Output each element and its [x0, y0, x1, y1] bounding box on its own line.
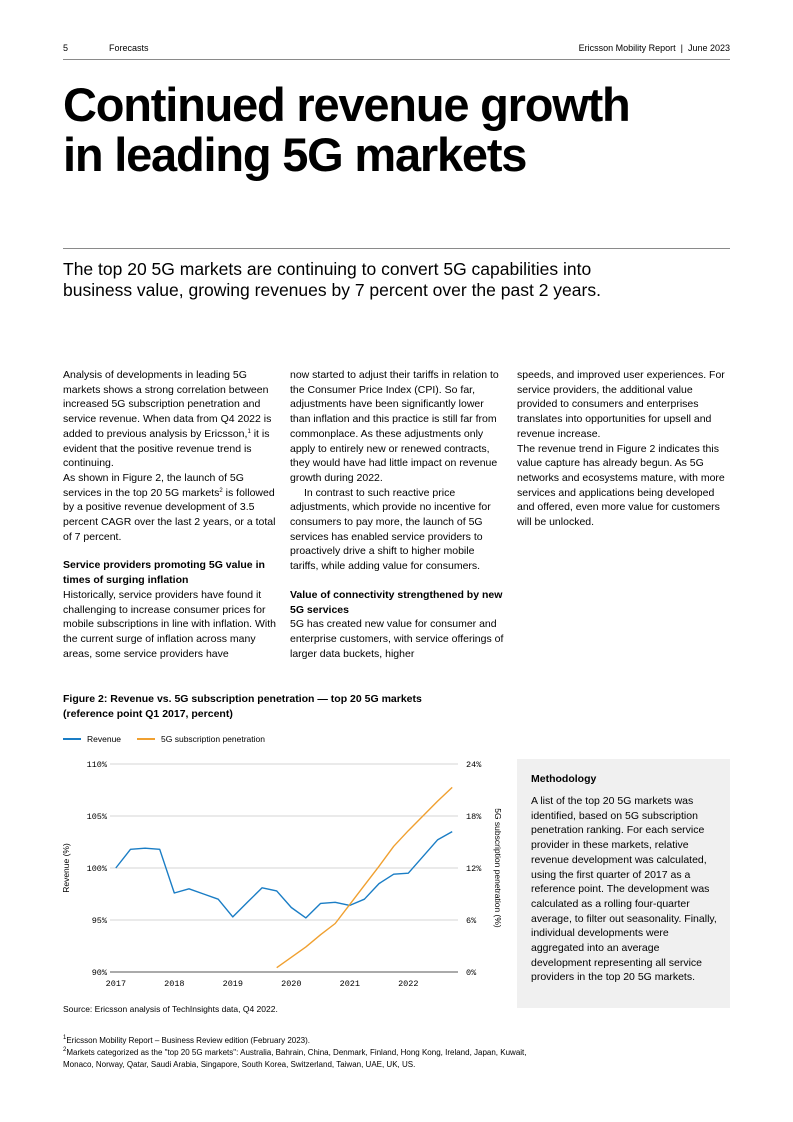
- report-label: Ericsson Mobility Report | June 2023: [578, 43, 730, 53]
- header-rule: [63, 59, 730, 60]
- page-title: [63, 80, 730, 180]
- body-paragraph: In contrast to such reactive price adjustments, which provide no incentive for consumers to pay more, the launch of 5G services has enabled service providers to proactively drive a shift to higher mobile tariffs, while adding value for consumers.: [290, 486, 491, 573]
- series-line-revenue: [116, 832, 452, 918]
- y-tick-label: 110%: [86, 760, 107, 770]
- methodology-box: [517, 759, 730, 1008]
- y-axis-title: Revenue (%): [61, 843, 71, 893]
- y2-axis-title: 5G subscription penetration (%): [493, 808, 503, 928]
- y2-tick-label: 0%: [466, 968, 477, 978]
- x-tick-label: 2019: [222, 979, 244, 989]
- y-tick-label: 90%: [91, 968, 107, 978]
- legend-item-penetration: 5G subscription penetration: [137, 734, 265, 744]
- x-tick-label: 2022: [398, 979, 419, 989]
- y-tick-label: 105%: [86, 812, 107, 822]
- body-paragraph: 5G has created new value for consumer and enterprise customers, with service offerings of larger data buckets, higher: [290, 618, 504, 660]
- footnote-2: $^2$Markets categorized as the "top 20 5G markets": Australia, Bahrain, China, Denmark, Finland, Hong Kong, Ireland, Japan, Kuwait, Monaco, Norway, Qatar, Saudi Arabia, Singapore, South Korea, Switzerland, Taiwan, UAE, UK, US.: [63, 1047, 527, 1069]
- body-paragraph: Historically, service providers have found it challenging to increase consumer prices for mobile subscriptions in line with inflation. With the current surge of inflation across many areas, some service providers have: [63, 588, 277, 660]
- chart-legend: [63, 734, 281, 744]
- chart-svg: [55, 752, 515, 997]
- body-column-1: [63, 368, 278, 661]
- legend-swatch: [137, 738, 155, 740]
- section-label: Forecasts: [109, 43, 149, 53]
- page-title-line1: Continued revenue growth: [63, 78, 630, 131]
- subheading-connectivity: Value of connectivity strengthened by new 5G services: [290, 588, 503, 616]
- y2-tick-label: 12%: [466, 864, 482, 874]
- y-tick-label: 95%: [91, 916, 107, 926]
- body-column-3: [517, 368, 732, 530]
- lead-rule: [63, 248, 730, 249]
- body-paragraph: As shown in Figure 2, the launch of 5G services in the top 20 5G markets$^2$ is followed by a positive revenue development of 3.5 percent CAGR over the last 2 years, or a total of 7 percent.: [63, 471, 276, 543]
- footnote-1: $^1$Ericsson Mobility Report – Business Review edition (February 2023).: [63, 1035, 311, 1045]
- page-number: 5: [63, 43, 69, 53]
- y-tick-label: 100%: [86, 864, 107, 874]
- x-tick-label: 2018: [164, 979, 185, 989]
- figure-source: Source: Ericsson analysis of TechInsights data, Q4 2022.: [63, 1004, 278, 1014]
- legend-item-revenue: Revenue: [63, 734, 121, 744]
- x-tick-label: 2021: [339, 979, 361, 989]
- body-paragraph: speeds, and improved user experiences. For service providers, the additional value provided to consumers and enterprises translates into opportunities for upsell and revenue increase.: [517, 369, 725, 440]
- lead-paragraph: The top 20 5G markets are continuing to convert 5G capabilities into business value, growing revenues by 7 percent over the past 2 years.: [63, 259, 601, 300]
- methodology-text: A list of the top 20 5G markets was identified, based on 5G subscription penetration ranking. For each service provider in these markets, relative revenue development was calculated, using the first quarter of 2017 as a reference point. The development was calculated as a rolling four-quarter average, to filter out seasonality. Finally, individual developments were aggregated into an average development representing all service providers in the top 20 5G markets.: [531, 795, 717, 984]
- series-line-5g-penetration: [277, 787, 453, 967]
- y2-tick-label: 6%: [466, 916, 477, 926]
- page-title-line2: in leading 5G markets: [63, 128, 527, 181]
- y2-tick-label: 24%: [466, 760, 482, 770]
- figure-title: Figure 2: Revenue vs. 5G subscription penetration — top 20 5G markets (reference point Q1 2017, percent): [63, 693, 422, 720]
- body-column-2: [290, 368, 505, 661]
- body-paragraph: now started to adjust their tariffs in relation to the Consumer Price Index (CPI). So far, adjustments have been significantly lower than inflation and this practice is still far from commonplace. As these adjustments only apply to entirely new or renewed contracts, they would have had little impact on revenue growth during 2022.: [290, 369, 499, 484]
- body-paragraph: Analysis of developments in leading 5G markets shows a strong correlation between increased 5G subscription penetration and service revenue. When data from Q4 2022 is added to previous analysis by Ericsson,$^1$ it is evident that the positive revenue trend is continuing.: [63, 369, 272, 470]
- methodology-title: Methodology: [531, 773, 597, 785]
- y2-tick-label: 18%: [466, 812, 482, 822]
- legend-swatch: [63, 738, 81, 740]
- x-tick-label: 2020: [281, 979, 302, 989]
- body-paragraph: The revenue trend in Figure 2 indicates this value capture has already begun. As 5G networks and ecosystems mature, with more services and applications being developed and offered, even more value for customers will be unlocked.: [517, 442, 725, 529]
- subheading-inflation: Service providers promoting 5G value in times of surging inflation: [63, 559, 265, 587]
- x-tick-label: 2017: [105, 979, 127, 989]
